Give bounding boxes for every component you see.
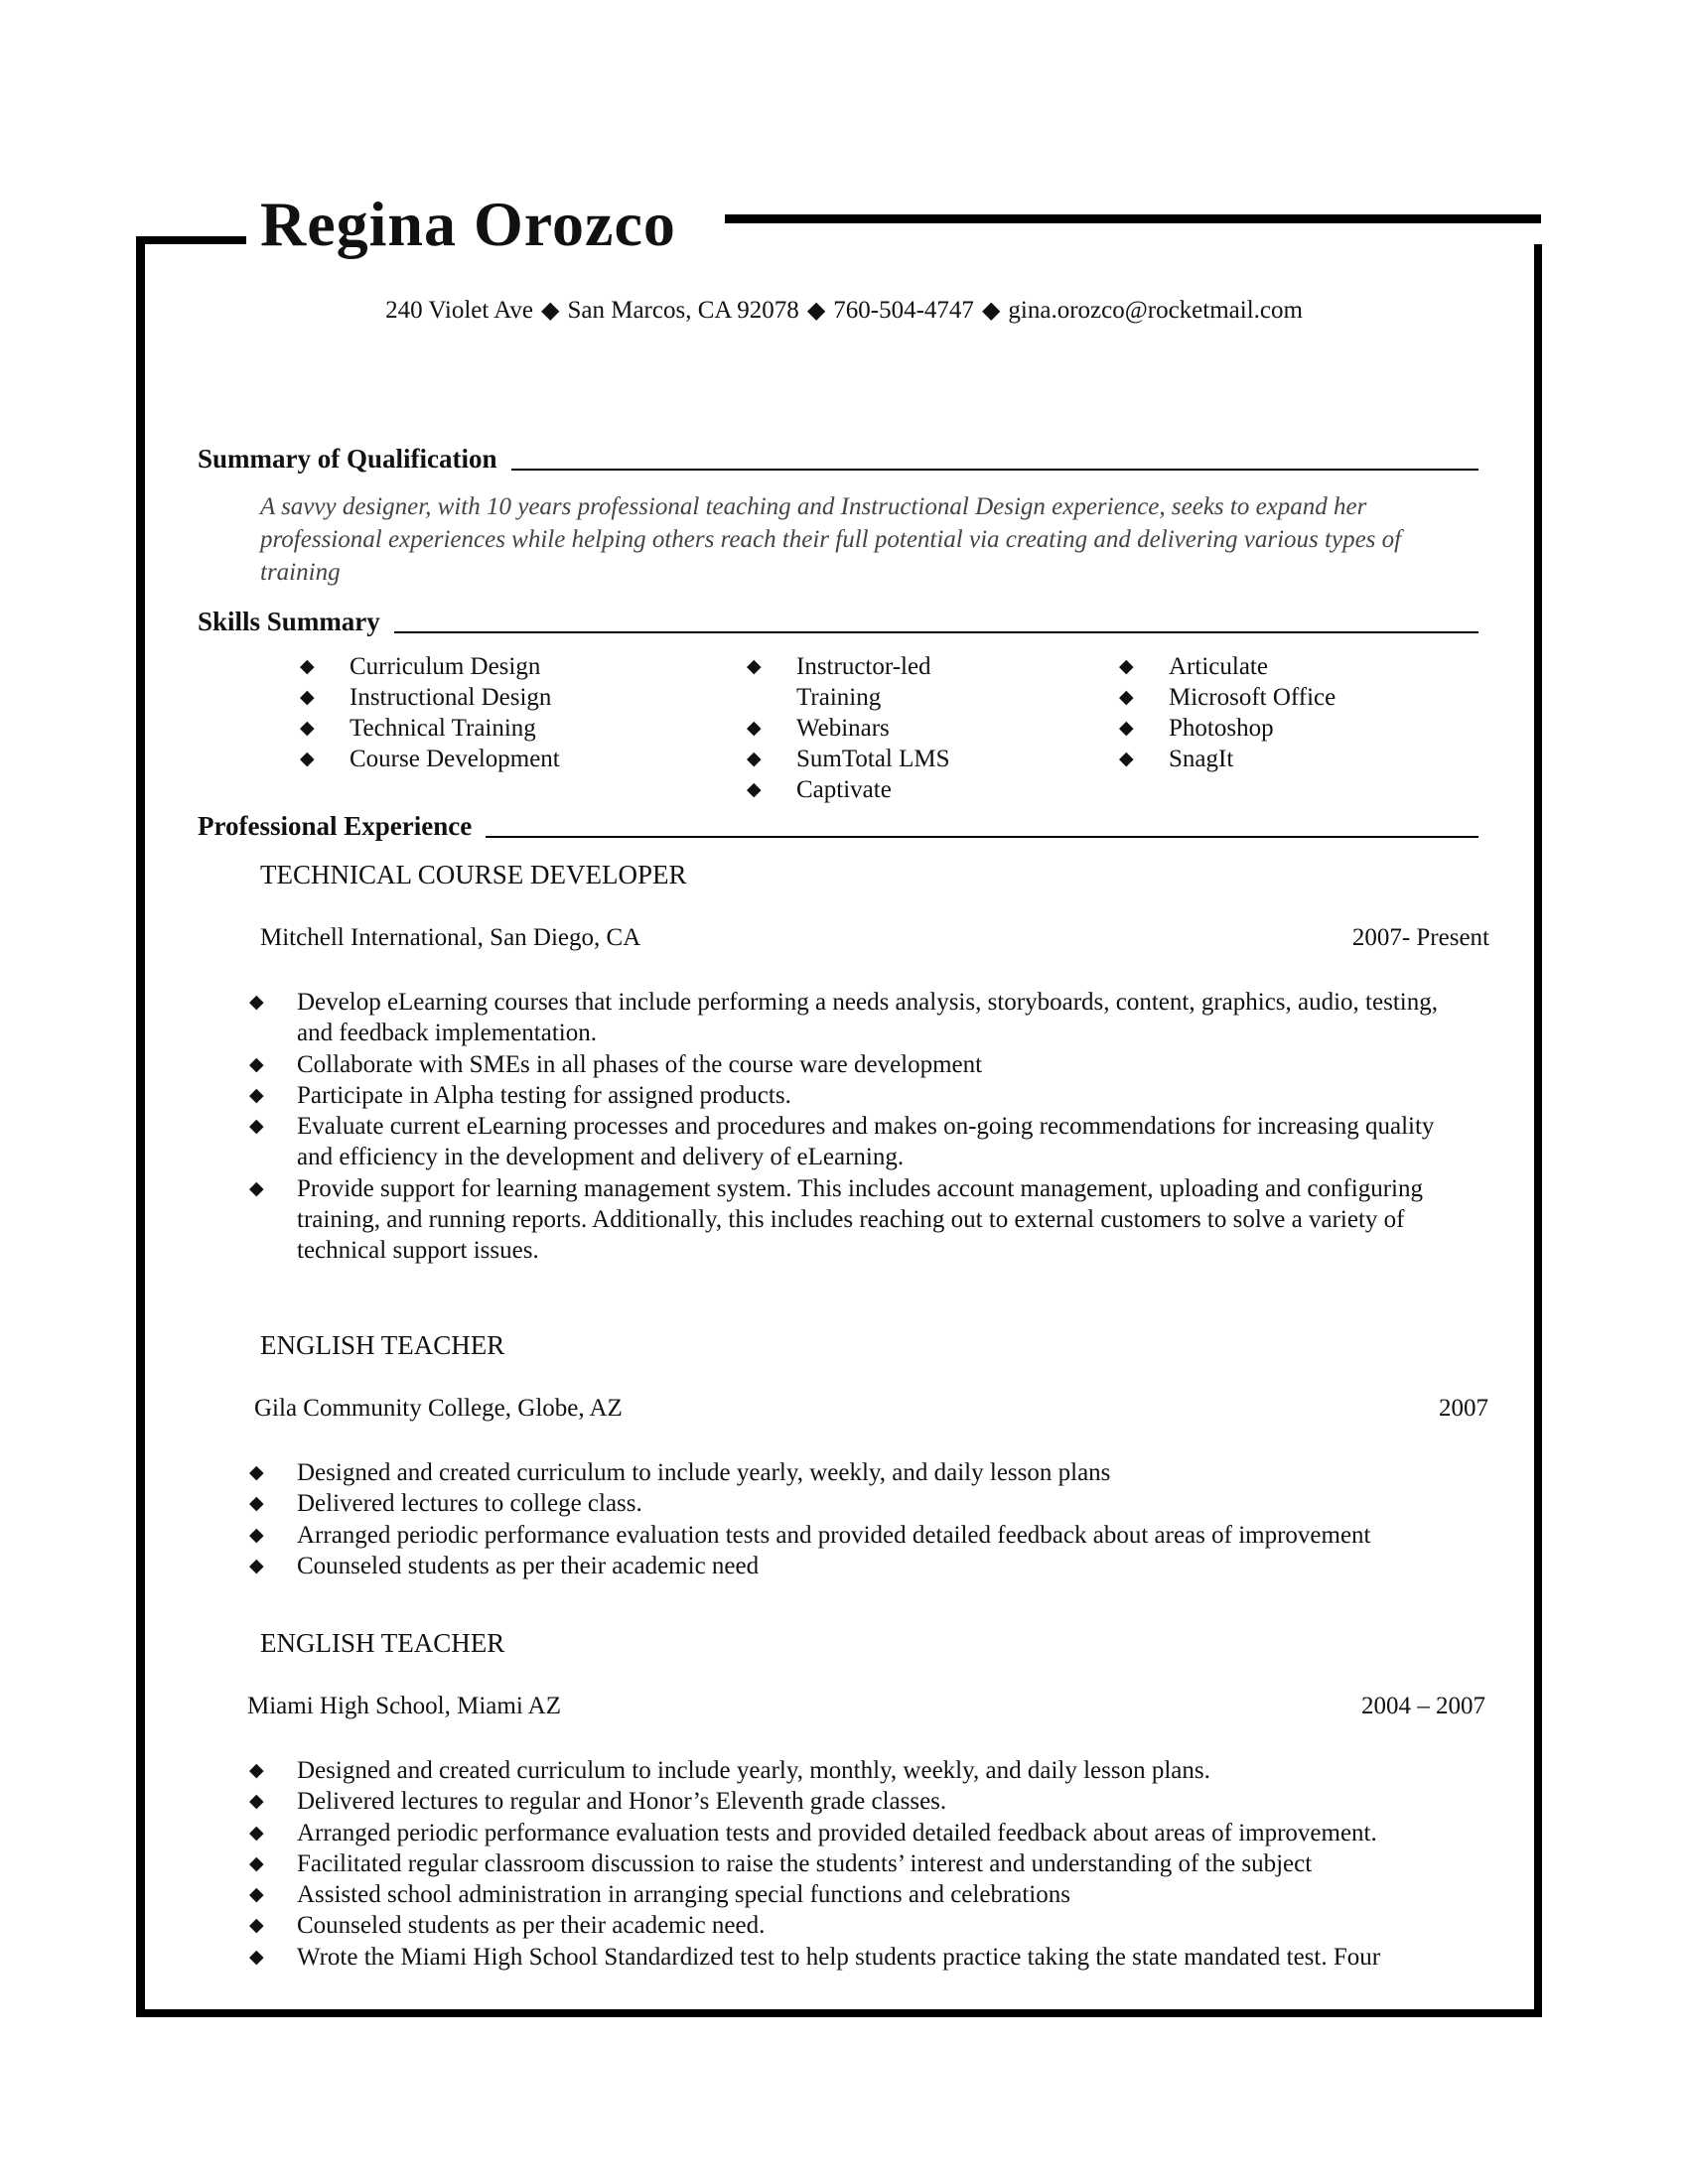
contact-phone: 760-504-4747 <box>833 297 974 324</box>
job-bullet: ◆ Assisted school administration in arranging special functions and celebrations <box>249 1879 1471 1910</box>
diamond-bullet-icon: ◆ <box>249 1791 264 1813</box>
skills-column-1 <box>300 651 560 774</box>
summary-heading <box>198 443 1478 475</box>
job-dates: 2007 <box>1439 1395 1488 1422</box>
job-bullet: ◆ Arranged periodic performance evaluation tests and provided detailed feedback about areas of improvement. <box>249 1818 1471 1848</box>
diamond-bullet-icon: ◆ <box>747 749 762 769</box>
job-bullets <box>249 987 1471 1267</box>
contact-line <box>0 296 1688 325</box>
job-bullet: ◆ Counseled students as per their academic need <box>249 1551 1471 1581</box>
diamond-bullet-icon: ◆ <box>1119 749 1134 769</box>
frame-bottom-bar <box>136 2009 1542 2017</box>
job-bullet: ◆ Delivered lectures to college class. <box>249 1488 1471 1519</box>
diamond-bullet-icon: ◆ <box>249 1852 264 1874</box>
job-company-line <box>260 924 1489 952</box>
summary-title: Summary of Qualification <box>198 444 497 474</box>
job-company: Gila Community College, Globe, AZ <box>254 1395 623 1422</box>
skill-item: ◆ Articulate <box>1119 653 1268 680</box>
skills-heading <box>198 606 1478 637</box>
skill-item: ◆ Instructional Design <box>300 684 552 711</box>
diamond-bullet-icon: ◆ <box>300 656 315 677</box>
job-bullet: ◆ Evaluate current eLearning processes and procedures and makes on-going recommendations for increasing quality and efficiency in the development and delivery of eLearning. <box>249 1113 1435 1171</box>
diamond-bullet-icon: ◆ <box>1119 718 1134 739</box>
skill-item: ◆ Instructor-led <box>747 653 931 680</box>
diamond-bullet-icon: ◆ <box>249 1884 264 1906</box>
skill-item: ◆ SumTotal LMS <box>747 746 950 772</box>
contact-address: 240 Violet Ave <box>385 297 534 324</box>
job-company: Miami High School, Miami AZ <box>247 1693 561 1719</box>
diamond-bullet-icon: ◆ <box>249 1493 264 1515</box>
skill-item: ◆ Course Development <box>300 746 560 772</box>
skill-item: ◆ Photoshop <box>1119 715 1274 742</box>
contact-email: gina.orozco@rocketmail.com <box>1008 297 1303 324</box>
frame-left-bar <box>136 236 145 2017</box>
diamond-bullet-icon: ◆ <box>249 992 264 1013</box>
diamond-bullet-icon: ◆ <box>1119 687 1134 708</box>
diamond-bullet-icon: ◆ <box>249 1760 264 1781</box>
job-bullet: ◆ Delivered lectures to regular and Honor’s Eleventh grade classes. <box>249 1786 1471 1817</box>
job-company: Mitchell International, San Diego, CA <box>260 924 641 951</box>
job-bullet: ◆ Designed and created curriculum to include yearly, monthly, weekly, and daily lesson plans. <box>249 1755 1471 1786</box>
job-company-line <box>247 1693 1485 1720</box>
experience-title: Professional Experience <box>198 811 473 841</box>
diamond-bullet-icon: ◆ <box>249 1555 264 1576</box>
job-bullet: ◆ Facilitated regular classroom discussion to raise the students’ interest and understanding of the subject <box>249 1848 1471 1879</box>
skill-item: ◆ Curriculum Design <box>300 653 541 680</box>
skills-column-3 <box>1119 651 1336 774</box>
job-bullets <box>249 1755 1471 1973</box>
skills-title: Skills Summary <box>198 607 380 636</box>
job-bullet: ◆ Wrote the Miami High School Standardized test to help students practice taking the state mandated test. Four <box>249 1942 1471 1973</box>
job-bullet: ◆ Participate in Alpha testing for assigned products. <box>249 1080 1471 1111</box>
skills-rule <box>394 631 1478 633</box>
skill-item: ◆ Webinars <box>747 715 890 742</box>
diamond-bullet-icon: ◆ <box>249 1084 264 1106</box>
experience-rule <box>486 836 1478 838</box>
experience-heading <box>198 810 1478 842</box>
diamond-separator-icon: ◆ <box>981 298 1001 324</box>
contact-city: San Marcos, CA 92078 <box>567 297 799 324</box>
diamond-separator-icon: ◆ <box>541 298 560 324</box>
diamond-bullet-icon: ◆ <box>747 779 762 800</box>
job-bullet: ◆ Designed and created curriculum to include yearly, weekly, and daily lesson plans <box>249 1457 1471 1488</box>
summary-rule <box>511 469 1479 471</box>
diamond-bullet-icon: ◆ <box>249 1053 264 1075</box>
diamond-bullet-icon: ◆ <box>249 1822 264 1843</box>
job-dates: 2004 – 2007 <box>1361 1693 1485 1719</box>
frame-top-left-bar <box>141 236 246 244</box>
job-title: TECHNICAL COURSE DEVELOPER <box>260 860 687 889</box>
diamond-bullet-icon: ◆ <box>249 1177 264 1199</box>
diamond-bullet-icon: ◆ <box>249 1462 264 1483</box>
frame-right-bar <box>1534 244 1542 2017</box>
job-bullet: ◆ Collaborate with SMEs in all phases of the course ware development <box>249 1049 1471 1080</box>
applicant-name: Regina Orozco <box>260 189 676 259</box>
job-title: ENGLISH TEACHER <box>260 1628 505 1658</box>
diamond-bullet-icon: ◆ <box>249 1946 264 1968</box>
frame-top-right-bar <box>725 214 1541 223</box>
summary-text: A savvy designer, with 10 years professional teaching and Instructional Design experience, seeks to expand her professional experiences while helping others reach their full potential via creating and delivering various types of training <box>260 493 1402 586</box>
job-company-line <box>254 1395 1488 1423</box>
skills-column-2 <box>747 651 950 805</box>
diamond-bullet-icon: ◆ <box>747 656 762 677</box>
job-title: ENGLISH TEACHER <box>260 1330 505 1360</box>
diamond-bullet-icon: ◆ <box>1119 656 1134 677</box>
diamond-bullet-icon: ◆ <box>249 1116 264 1138</box>
diamond-separator-icon: ◆ <box>806 298 826 324</box>
diamond-bullet-icon: ◆ <box>300 687 315 708</box>
skill-item-continuation: Training <box>796 684 882 711</box>
skill-item: ◆ SnagIt <box>1119 746 1234 772</box>
diamond-bullet-icon: ◆ <box>300 749 315 769</box>
skill-item: ◆ Microsoft Office <box>1119 684 1336 711</box>
diamond-bullet-icon: ◆ <box>249 1915 264 1937</box>
skill-item: ◆ Technical Training <box>300 715 536 742</box>
job-bullet: ◆ Provide support for learning management system. This includes account management, uploading and configuring training, and running reports. Additionally, this includes reaching out to external customers to solve a variety of technical support issues. <box>249 1174 1423 1265</box>
job-bullets <box>249 1457 1471 1581</box>
job-dates: 2007- Present <box>1351 924 1489 951</box>
job-bullet: ◆ Counseled students as per their academic need. <box>249 1910 1471 1941</box>
job-bullet: ◆ Develop eLearning courses that include performing a needs analysis, storyboards, content, graphics, audio, testing, and feedback implementation. <box>249 989 1438 1047</box>
diamond-bullet-icon: ◆ <box>249 1524 264 1546</box>
skill-item: ◆ Captivate <box>747 776 892 803</box>
job-bullet: ◆ Arranged periodic performance evaluation tests and provided detailed feedback about areas of improvement <box>249 1520 1471 1551</box>
diamond-bullet-icon: ◆ <box>300 718 315 739</box>
diamond-bullet-icon: ◆ <box>747 718 762 739</box>
